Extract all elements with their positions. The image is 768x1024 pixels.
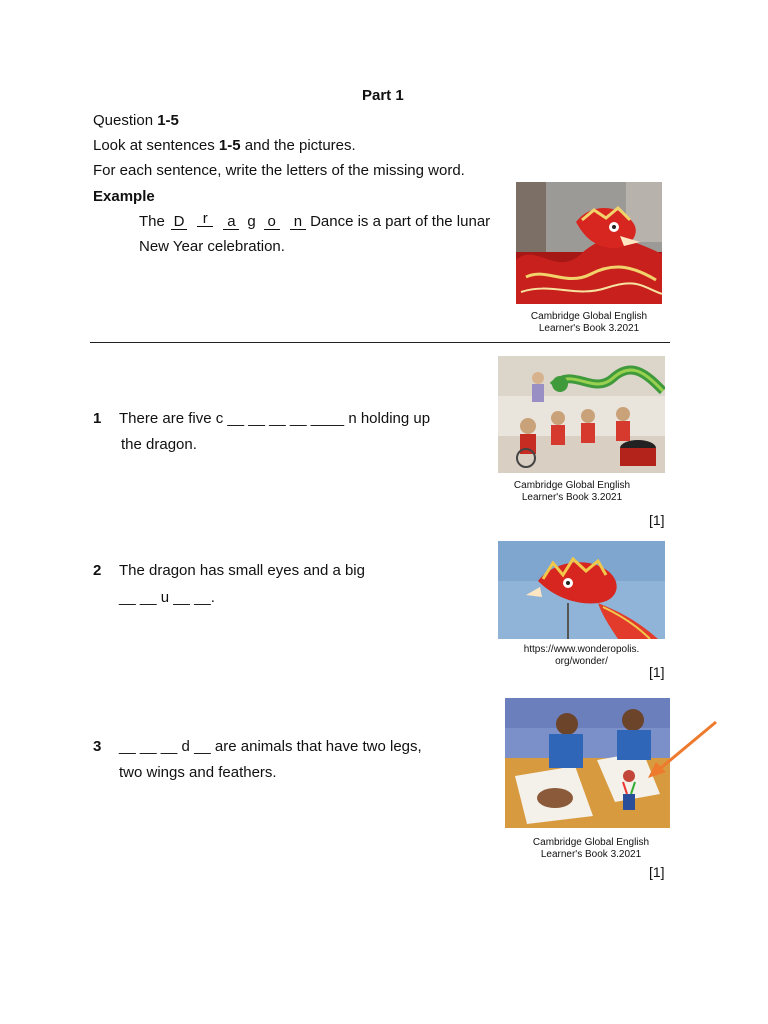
example-sentence	[139, 210, 491, 231]
question-3-caption-line1: Cambridge Global English	[532, 837, 650, 848]
example-caption-line1: Cambridge Global English	[530, 311, 648, 322]
question-2-caption-line1: https://www.wonderopolis.	[523, 644, 640, 655]
example-label: Example	[93, 188, 155, 205]
question-2-caption-line2: org/wonder/	[555, 656, 608, 667]
part-title: Part 1	[362, 87, 404, 104]
example-letter: o	[264, 215, 280, 230]
question-3-line2: two wings and feathers.	[119, 764, 277, 781]
orange-arrow-icon	[640, 718, 722, 782]
instruction-1-bold: 1-5	[218, 137, 241, 154]
question-3-caption	[505, 837, 677, 861]
question-label-text: Question	[93, 112, 158, 129]
question-3-line1: __ __ __ d __ are animals that have two legs,	[119, 738, 422, 755]
question-3-number: 3	[93, 738, 102, 755]
instruction-1	[93, 137, 356, 155]
question-1-dragon-dance-illustration	[498, 356, 665, 473]
question-3-caption-line2: Learner's Book 3.2021	[540, 849, 642, 860]
example-caption-line2: Learner's Book 3.2021	[538, 323, 640, 334]
question-1-line1: There are five c __ __ __ __ ____ n holding up	[119, 410, 431, 427]
question-1-caption-line2: Learner's Book 3.2021	[521, 492, 623, 503]
question-1-mark: [1]	[649, 512, 665, 528]
example-sentence-line2: New Year celebration.	[139, 238, 285, 255]
question-3-mark: [1]	[649, 864, 665, 880]
example-letter: n	[290, 215, 306, 230]
question-2-number: 2	[93, 562, 102, 579]
question-2-dragon-head-photo	[498, 541, 665, 639]
instruction-1-pre: Look at sentences	[93, 137, 219, 154]
instruction-1-post: and the pictures.	[240, 137, 356, 154]
example-letter: a	[223, 215, 239, 230]
example-letter: D	[171, 215, 187, 230]
question-2-caption	[498, 644, 665, 668]
example-dragon-photo	[516, 182, 662, 304]
question-label	[93, 112, 179, 130]
question-2-line1: The dragon has small eyes and a big	[119, 562, 365, 579]
section-divider	[90, 342, 670, 343]
question-2-mark: [1]	[649, 664, 665, 680]
example-caption	[516, 311, 662, 335]
example-the: The	[139, 213, 165, 230]
instruction-2: For each sentence, write the letters of the missing word.	[93, 162, 465, 179]
question-1-number: 1	[93, 410, 102, 427]
example-letter: g	[247, 213, 256, 230]
example-after: Dance is a part of the lunar	[310, 213, 491, 230]
example-letter: r	[197, 212, 213, 227]
question-1-line2: the dragon.	[121, 436, 197, 453]
question-2-line2: __ __ u __ __.	[119, 589, 215, 606]
question-1-caption	[498, 480, 646, 504]
question-range: 1-5	[157, 112, 179, 129]
question-1-caption-line1: Cambridge Global English	[513, 480, 631, 491]
